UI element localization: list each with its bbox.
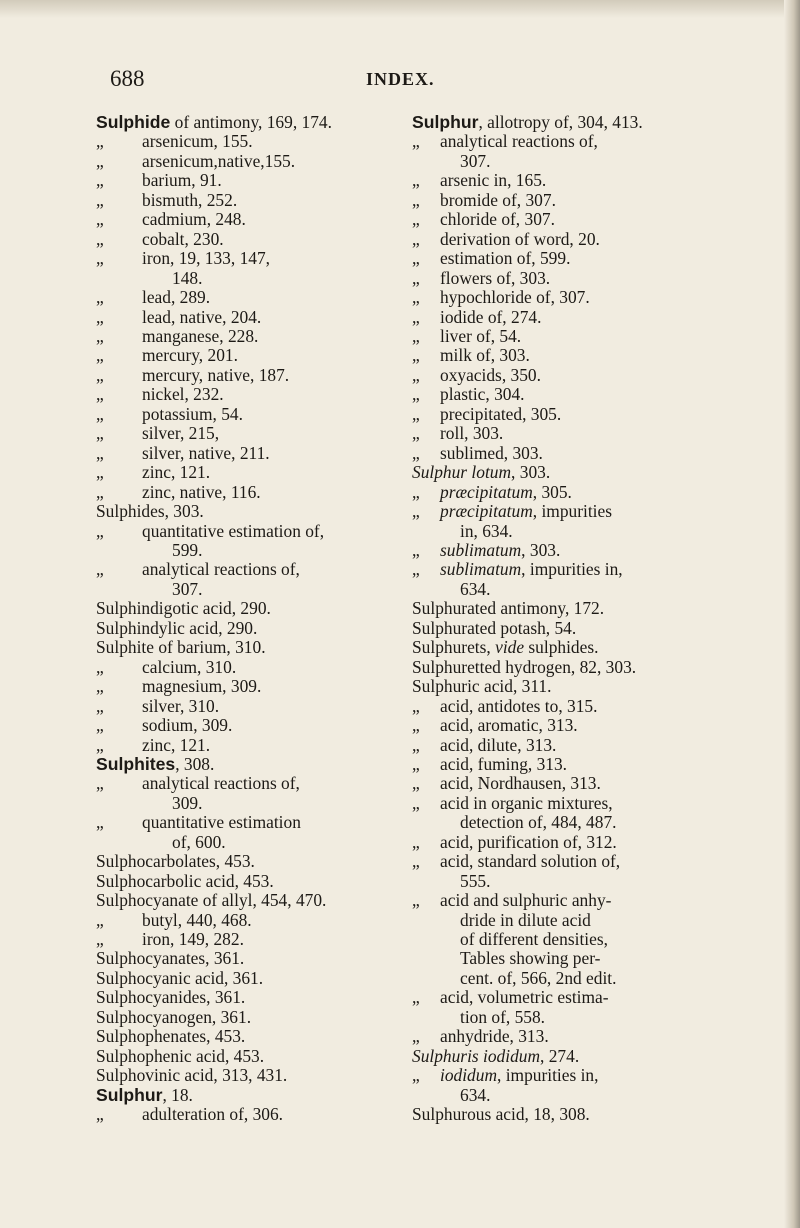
index-entry-text: cobalt, 230. (142, 228, 224, 249)
index-entry-text: arsenicum, 155. (142, 131, 253, 152)
ditto-mark: „ (96, 423, 104, 444)
index-entry (96, 619, 391, 638)
ditto-mark: „ (96, 695, 104, 716)
index-entry-text: , 18. (162, 1084, 193, 1105)
index-entry-text: of antimony, 169, 174. (170, 112, 332, 132)
index-entry-text: Sulphocyanates, 361. (96, 948, 245, 969)
index-entry (412, 852, 702, 871)
page-header (0, 66, 800, 96)
index-entry (412, 230, 702, 249)
index-entry (96, 852, 391, 871)
index-entry (96, 872, 391, 891)
index-entry-text: vide (495, 637, 525, 658)
ditto-mark: „ (96, 656, 104, 677)
ditto-mark: „ (412, 715, 420, 736)
index-entry (96, 930, 391, 949)
index-entry-text: cent. of, 566, 2nd edit. (460, 967, 617, 988)
index-entry-text: Sulphur (412, 112, 479, 132)
index-entry-text: butyl, 440, 468. (142, 909, 252, 930)
index-entry-text: zinc, 121. (142, 734, 211, 755)
index-entry-text: mercury, native, 187. (142, 364, 290, 385)
index-entry-text: potassium, 54. (142, 403, 243, 424)
index-entry-text: acid, dilute, 313. (440, 734, 557, 755)
ditto-mark: „ (96, 812, 104, 833)
page-number: 688 (110, 66, 145, 91)
index-entry-text: 148. (172, 267, 203, 288)
index-entry-text: sulphides. (524, 637, 599, 658)
ditto-mark: „ (96, 228, 104, 249)
index-entry-text: 634. (460, 1084, 491, 1105)
index-entry-text: silver, 310. (142, 695, 220, 716)
index-entry (412, 483, 702, 502)
index-entry-text: analytical reactions of, (142, 559, 300, 580)
ditto-mark: „ (412, 228, 420, 249)
index-entry (96, 113, 391, 132)
ditto-mark: „ (412, 384, 420, 405)
index-entry (412, 755, 702, 774)
index-entry-text: calcium, 310. (142, 656, 237, 677)
index-entry-text: Sulphite of barium, 310. (96, 637, 266, 658)
index-entry-text: anhydride, 313. (440, 1026, 549, 1047)
ditto-mark: „ (96, 403, 104, 424)
index-entry (96, 541, 391, 560)
ditto-mark: „ (412, 325, 420, 346)
ditto-mark: „ (412, 189, 420, 210)
index-entry-text: præcipitatum (440, 481, 533, 502)
index-entry-text: sublimed, 303. (440, 442, 543, 463)
index-entry-text: Sulphocarbolates, 453. (96, 851, 255, 872)
index-entry (96, 580, 391, 599)
index-entry-text: Sulphurated antimony, 172. (412, 598, 605, 619)
ditto-mark: „ (412, 345, 420, 366)
index-entry (412, 424, 702, 443)
index-entry (412, 658, 702, 677)
index-entry-text: zinc, 121. (142, 462, 211, 483)
index-entry (96, 132, 391, 151)
index-entry-text: 307. (460, 150, 491, 171)
index-entry-text: hypochloride of, 307. (440, 287, 590, 308)
index-entry (412, 813, 702, 832)
index-entry (96, 988, 391, 1007)
index-entry-text: sodium, 309. (142, 715, 233, 736)
index-entry-text: manganese, 228. (142, 325, 259, 346)
index-entry-text: acid, antidotes to, 315. (440, 695, 598, 716)
index-entry-text: 309. (172, 792, 203, 813)
index-entry-text: præcipitatum (440, 501, 533, 522)
index-column-left (96, 113, 391, 1125)
ditto-mark: „ (96, 209, 104, 230)
index-entry (412, 736, 702, 755)
index-entry-text: plastic, 304. (440, 384, 525, 405)
index-entry-text: , impurities (532, 501, 612, 522)
index-entry-text: Sulphurous acid, 18, 308. (412, 1104, 590, 1125)
index-entry-text: 599. (172, 539, 203, 560)
ditto-mark: „ (412, 170, 420, 191)
index-entry-text: lead, native, 204. (142, 306, 262, 327)
index-entry-text: iodidum (440, 1065, 498, 1086)
index-entry-text: roll, 303. (440, 423, 504, 444)
index-entry-text: milk of, 303. (440, 345, 530, 366)
index-entry-text: Sulphites (96, 753, 176, 774)
index-column-right (412, 113, 702, 1125)
ditto-mark: „ (96, 773, 104, 794)
index-entry-text: zinc, native, 116. (142, 481, 261, 502)
ditto-mark: „ (96, 462, 104, 483)
ditto-mark: „ (96, 442, 104, 463)
index-entry (412, 308, 702, 327)
index-entry (96, 444, 391, 463)
index-entry-text: acid in organic mixtures, (440, 792, 613, 813)
index-entry-text: bromide of, 307. (440, 189, 556, 210)
index-entry (96, 171, 391, 190)
ditto-mark: „ (96, 559, 104, 580)
ditto-mark: „ (412, 131, 420, 152)
ditto-mark: „ (96, 345, 104, 366)
index-entry (412, 502, 702, 521)
ditto-mark: „ (96, 189, 104, 210)
index-entry-text: tion of, 558. (460, 1006, 546, 1027)
ditto-mark: „ (412, 890, 420, 911)
index-entry (412, 1105, 702, 1124)
ditto-mark: „ (412, 734, 420, 755)
index-entry (96, 1008, 391, 1027)
ditto-mark: „ (96, 909, 104, 930)
ditto-mark: „ (412, 364, 420, 385)
ditto-mark: „ (96, 734, 104, 755)
index-entry (412, 638, 702, 657)
index-entry (96, 813, 391, 832)
index-entry (96, 152, 391, 171)
ditto-mark: „ (412, 267, 420, 288)
index-entry-text: barium, 91. (142, 170, 222, 191)
index-entry (96, 269, 391, 288)
ditto-mark: „ (412, 851, 420, 872)
index-entry-text: , 308. (175, 753, 215, 774)
index-entry-text: Sulphophenates, 453. (96, 1026, 246, 1047)
index-entry-text: Sulphides, 303. (96, 501, 204, 522)
index-entry-text: Sulphide (96, 112, 171, 132)
index-entry-text: Sulphocyanic acid, 361. (96, 967, 264, 988)
index-entry-text: silver, native, 211. (142, 442, 270, 463)
index-entry-text: lead, 289. (142, 287, 211, 308)
page-top-edge (0, 0, 800, 18)
index-entry-text: flowers of, 303. (440, 267, 551, 288)
index-entry (96, 210, 391, 229)
index-entry (412, 113, 702, 132)
ditto-mark: „ (412, 423, 420, 444)
ditto-mark: „ (412, 559, 420, 580)
index-entry (412, 152, 702, 171)
index-entry-text: Sulphindylic acid, 290. (96, 617, 258, 638)
index-entry (412, 171, 702, 190)
index-entry (96, 638, 391, 657)
index-entry (412, 132, 702, 151)
ditto-mark: „ (96, 306, 104, 327)
index-entry-text: , 305. (532, 481, 572, 502)
ditto-mark: „ (412, 403, 420, 424)
index-entry (96, 755, 391, 774)
index-entry (96, 1027, 391, 1046)
index-entry (96, 308, 391, 327)
ditto-mark: „ (96, 384, 104, 405)
ditto-mark: „ (96, 325, 104, 346)
ditto-mark: „ (412, 442, 420, 463)
index-entry (96, 1086, 391, 1105)
index-entry (96, 424, 391, 443)
index-entry-text: Sulphurets, (412, 637, 496, 658)
index-entry (96, 949, 391, 968)
index-entry-text: analytical reactions of, (142, 773, 300, 794)
ditto-mark: „ (96, 1104, 104, 1125)
index-entry-text: , impurities in, (497, 1065, 599, 1086)
index-entry (96, 327, 391, 346)
ditto-mark: „ (412, 1026, 420, 1047)
index-entry (96, 1105, 391, 1124)
running-head: INDEX. (366, 69, 435, 89)
index-entry (96, 230, 391, 249)
index-entry (412, 988, 702, 1007)
index-entry-text: acid and sulphuric anhy- (440, 890, 612, 911)
index-entry (412, 269, 702, 288)
ditto-mark: „ (96, 150, 104, 171)
index-entry-text: quantitative estimation (142, 812, 301, 833)
index-entry (412, 949, 702, 968)
index-entry (412, 619, 702, 638)
ditto-mark: „ (412, 753, 420, 774)
index-entry-text: dride in dilute acid (460, 909, 591, 930)
index-entry (96, 736, 391, 755)
index-entry-text: , 303. (511, 462, 551, 483)
index-entry-text: 555. (460, 870, 491, 891)
index-entry (96, 1047, 391, 1066)
ditto-mark: „ (96, 520, 104, 541)
index-entry (96, 463, 391, 482)
index-entry (412, 560, 702, 579)
ditto-mark: „ (96, 481, 104, 502)
index-entry-text: precipitated, 305. (440, 403, 562, 424)
index-entry (96, 385, 391, 404)
index-entry-text: adulteration of, 306. (142, 1104, 284, 1125)
index-entry (96, 774, 391, 793)
index-entry (412, 522, 702, 541)
index-entry-text: Sulphuris iodidum (412, 1045, 541, 1066)
index-entry (412, 249, 702, 268)
index-entry (96, 483, 391, 502)
index-entry (412, 716, 702, 735)
index-entry-text: acid, volumetric estima- (440, 987, 609, 1008)
index-entry-text: estimation of, 599. (440, 248, 571, 269)
index-entry-text: Sulphuric acid, 311. (412, 676, 552, 697)
index-entry (412, 463, 702, 482)
ditto-mark: „ (412, 306, 420, 327)
ditto-mark: „ (412, 209, 420, 230)
index-entry (412, 1047, 702, 1066)
index-entry-text: Sulphocyanogen, 361. (96, 1006, 252, 1027)
index-entry (412, 327, 702, 346)
ditto-mark: „ (96, 170, 104, 191)
index-entry-text: iron, 149, 282. (142, 929, 244, 950)
ditto-mark: „ (412, 773, 420, 794)
index-entry (412, 405, 702, 424)
index-entry (96, 1066, 391, 1085)
index-entry-text: oxyacids, 350. (440, 364, 541, 385)
ditto-mark: „ (96, 676, 104, 697)
index-entry-text: Sulphovinic acid, 313, 431. (96, 1065, 288, 1086)
index-entry-text: Sulphocyanides, 361. (96, 987, 246, 1008)
index-entry-text: mercury, 201. (142, 345, 238, 366)
index-entry (96, 697, 391, 716)
index-entry (412, 774, 702, 793)
index-entry (96, 911, 391, 930)
index-entry (412, 210, 702, 229)
index-entry (96, 522, 391, 541)
index-entry-text: 307. (172, 578, 203, 599)
ditto-mark: „ (412, 539, 420, 560)
index-entry-text: Sulphocarbolic acid, 453. (96, 870, 274, 891)
index-entry-text: Sulphurated potash, 54. (412, 617, 577, 638)
index-entry (96, 346, 391, 365)
index-entry-text: , impurities in, (521, 559, 623, 580)
index-entry-text: acid, Nordhausen, 313. (440, 773, 601, 794)
index-entry-text: Sulphuretted hydrogen, 82, 303. (412, 656, 637, 677)
ditto-mark: „ (412, 481, 420, 502)
index-entry (412, 346, 702, 365)
index-entry-text: acid, aromatic, 313. (440, 715, 578, 736)
index-entry (96, 366, 391, 385)
ditto-mark: „ (96, 364, 104, 385)
index-entry-text: bismuth, 252. (142, 189, 238, 210)
index-entry-text: Sulphindigotic acid, 290. (96, 598, 271, 619)
index-entry-text: iron, 19, 133, 147, (142, 248, 271, 269)
ditto-mark: „ (96, 715, 104, 736)
index-entry (412, 794, 702, 813)
ditto-mark: „ (96, 131, 104, 152)
index-entry (412, 1066, 702, 1085)
ditto-mark: „ (412, 695, 420, 716)
index-entry-text: detection of, 484, 487. (460, 812, 617, 833)
index-entry (96, 502, 391, 521)
index-entry-text: silver, 215, (142, 423, 220, 444)
index-entry (412, 872, 702, 891)
index-entry-text: derivation of word, 20. (440, 228, 600, 249)
index-entry (412, 891, 702, 910)
index-entry-text: Tables showing per- (460, 948, 601, 969)
index-entry (96, 191, 391, 210)
index-entry (96, 288, 391, 307)
index-entry-text: of different densities, (460, 929, 608, 950)
index-entry-text: 634. (460, 578, 491, 599)
index-entry-text: liver of, 54. (440, 325, 522, 346)
index-entry-text: arsenic in, 165. (440, 170, 547, 191)
index-entry (96, 891, 391, 910)
index-entry-text: , 303. (521, 539, 561, 560)
index-entry (412, 833, 702, 852)
index-entry (96, 658, 391, 677)
index-entry-text: sublimatum (440, 539, 522, 560)
index-entry (412, 444, 702, 463)
index-entry (96, 249, 391, 268)
page-right-edge (784, 0, 800, 1228)
index-entry (96, 677, 391, 696)
index-entry (412, 580, 702, 599)
index-entry (412, 288, 702, 307)
index-entry (412, 930, 702, 949)
index-entry (412, 599, 702, 618)
index-entry-text: in, 634. (460, 520, 513, 541)
index-entry-text: cadmium, 248. (142, 209, 246, 230)
index-entry-text: quantitative estimation of, (142, 520, 325, 541)
index-entry-text: iodide of, 274. (440, 306, 542, 327)
index-entry-text: Sulphur (96, 1084, 163, 1105)
index-entry-text: acid, purification of, 312. (440, 831, 617, 852)
index-entry (412, 191, 702, 210)
index-entry-text: chloride of, 307. (440, 209, 555, 230)
index-entry-text: Sulphocyanate of allyl, 454, 470. (96, 890, 327, 911)
index-entry (96, 716, 391, 735)
index-entry-text: Sulphophenic acid, 453. (96, 1045, 265, 1066)
index-entry (412, 697, 702, 716)
index-entry (412, 677, 702, 696)
index-entry-text: acid, fuming, 313. (440, 753, 568, 774)
index-entry-text: analytical reactions of, (440, 131, 598, 152)
ditto-mark: „ (412, 987, 420, 1008)
ditto-mark: „ (412, 501, 420, 522)
index-entry (96, 560, 391, 579)
ditto-mark: „ (96, 929, 104, 950)
index-entry-text: acid, standard solution of, (440, 851, 621, 872)
index-entry-text: sublimatum (440, 559, 522, 580)
index-entry (412, 366, 702, 385)
index-entry-text: Sulphur lotum (412, 462, 512, 483)
index-entry (96, 794, 391, 813)
index-entry (96, 833, 391, 852)
index-entry (412, 911, 702, 930)
index-entry-text: , allotropy of, 304, 413. (478, 112, 643, 132)
index-entry (412, 541, 702, 560)
index-entry (96, 599, 391, 618)
index-entry-text: of, 600. (172, 831, 226, 852)
ditto-mark: „ (412, 287, 420, 308)
index-entry-text: arsenicum,native,155. (142, 150, 296, 171)
ditto-mark: „ (412, 248, 420, 269)
index-entry (412, 1008, 702, 1027)
index-entry-text: nickel, 232. (142, 384, 224, 405)
index-entry (412, 969, 702, 988)
ditto-mark: „ (96, 248, 104, 269)
ditto-mark: „ (96, 287, 104, 308)
ditto-mark: „ (412, 831, 420, 852)
index-entry-text: magnesium, 309. (142, 676, 262, 697)
index-entry (96, 405, 391, 424)
index-entry (96, 969, 391, 988)
index-entry (412, 1086, 702, 1105)
ditto-mark: „ (412, 1065, 420, 1086)
index-entry (412, 1027, 702, 1046)
index-entry-text: , 274. (540, 1045, 580, 1066)
index-entry (412, 385, 702, 404)
ditto-mark: „ (412, 792, 420, 813)
